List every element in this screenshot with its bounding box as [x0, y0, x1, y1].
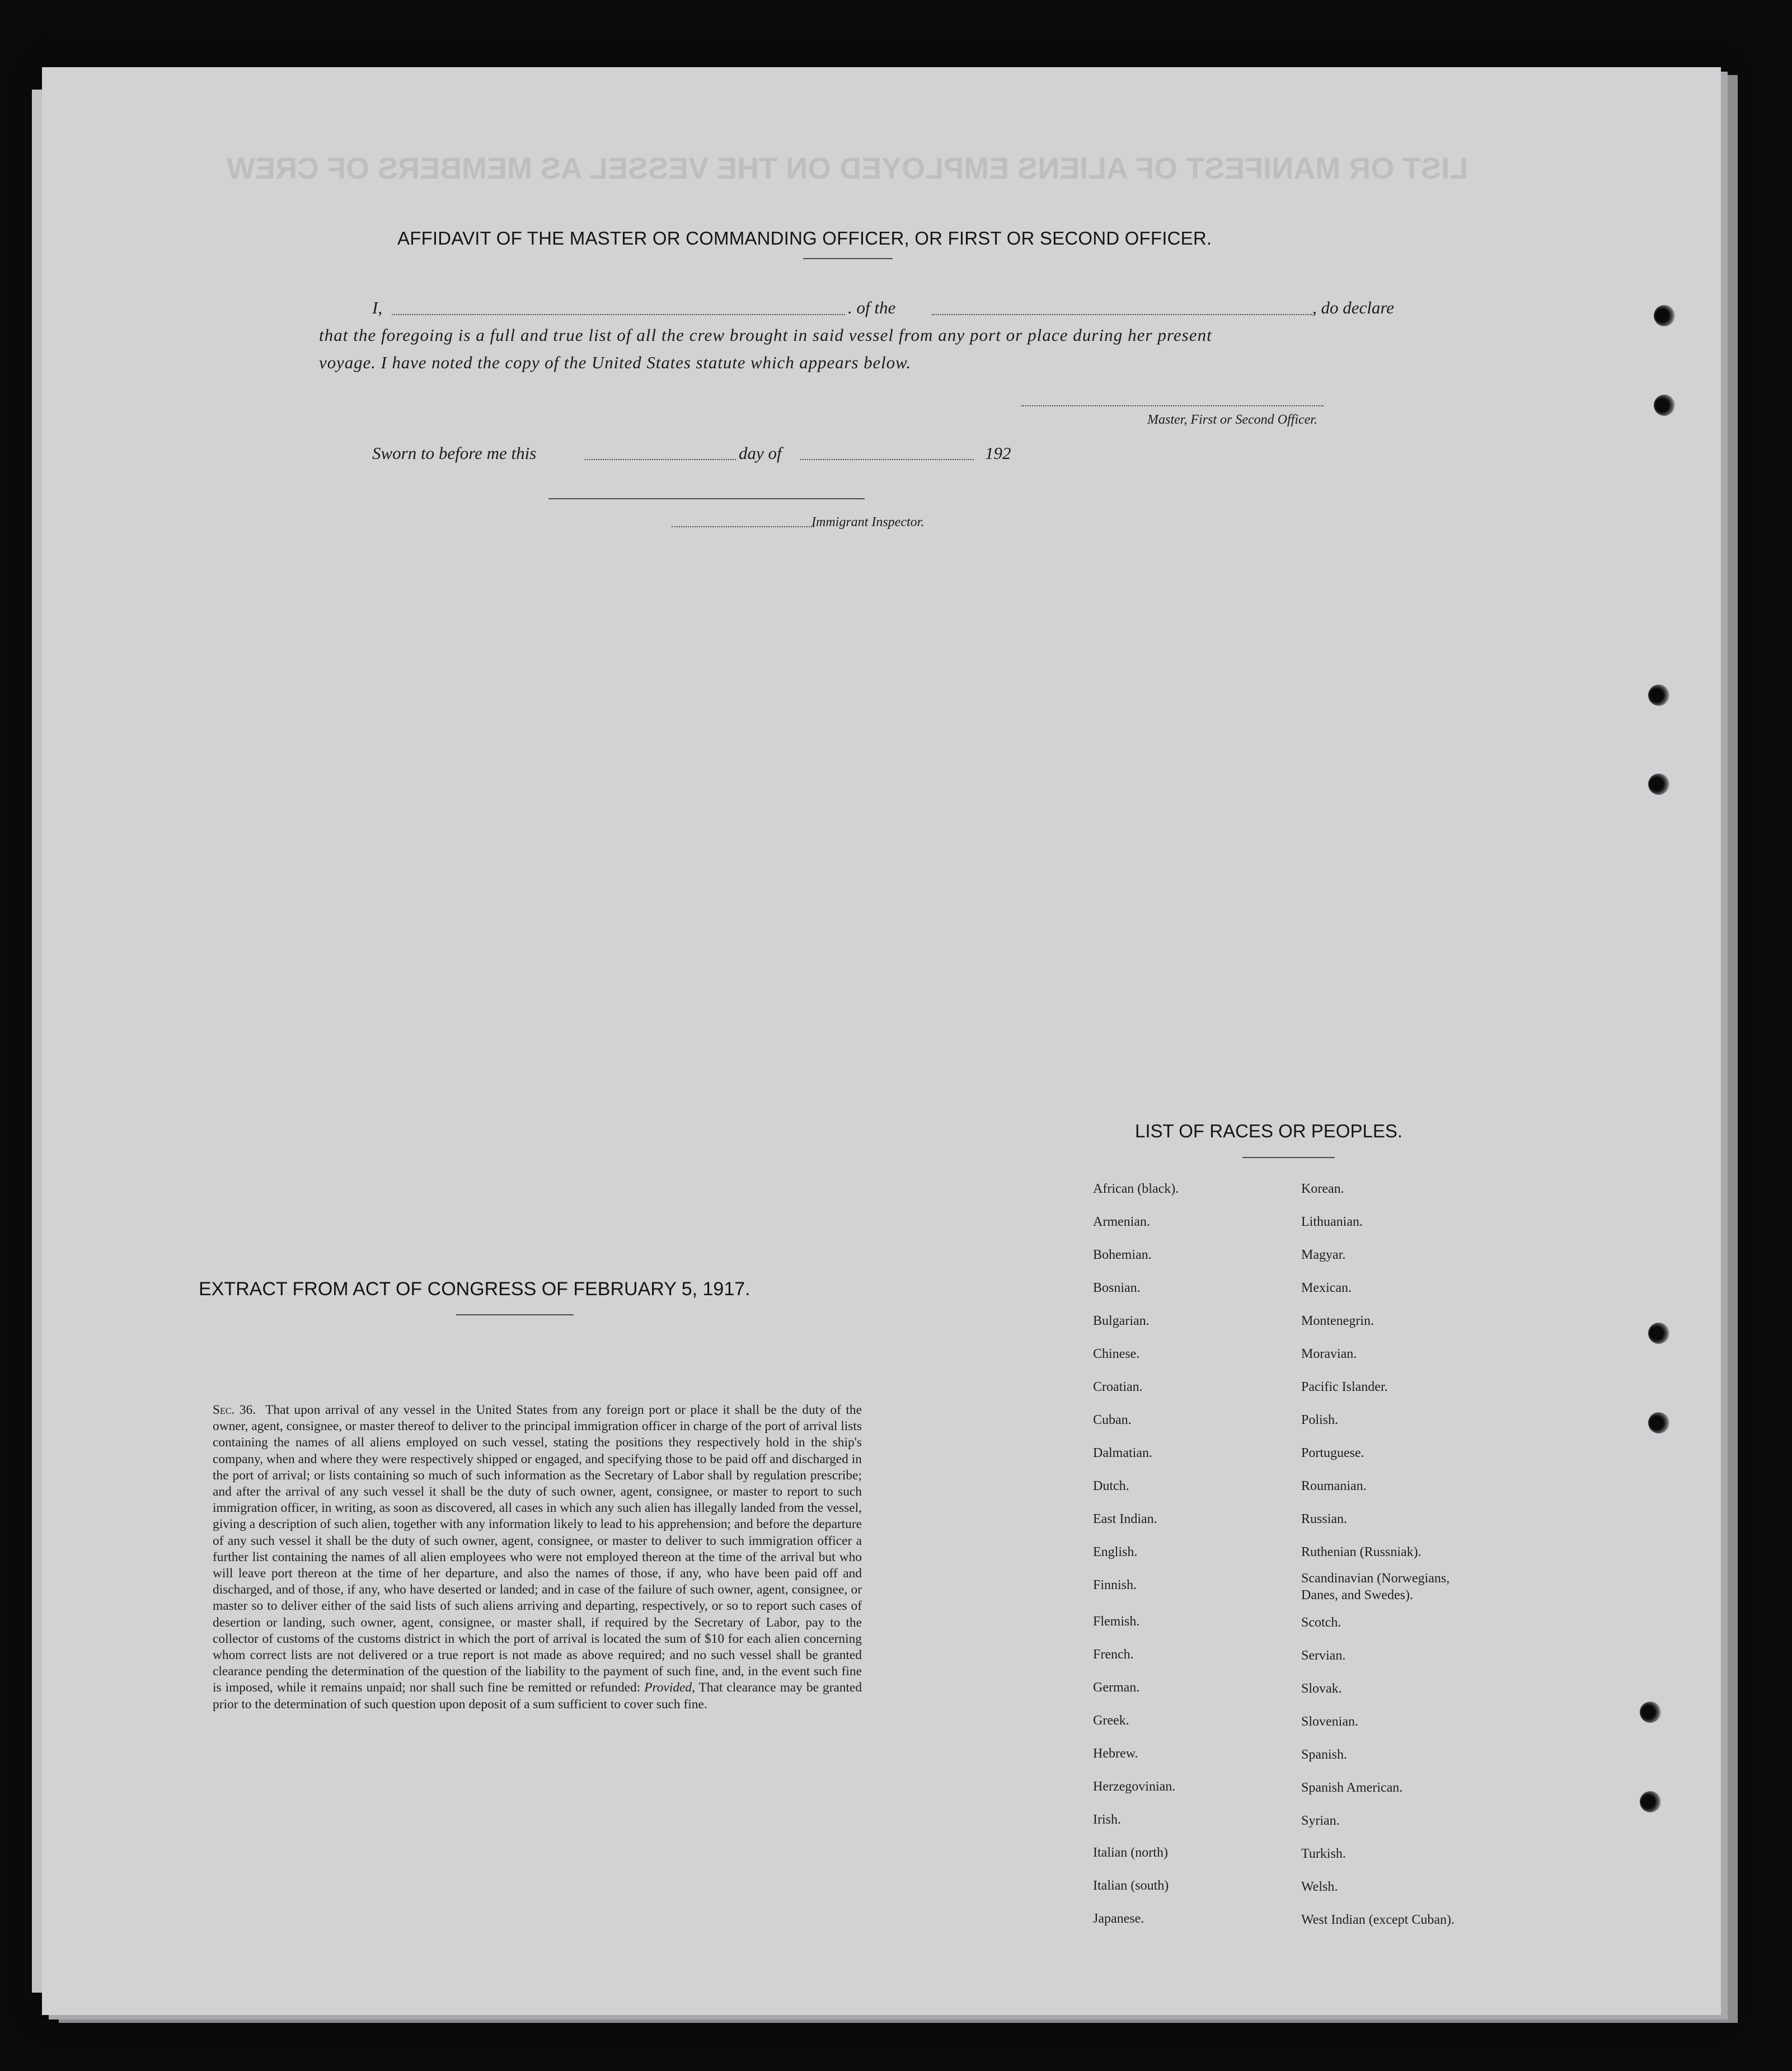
- race-item: Pacific Islander.: [1301, 1380, 1388, 1394]
- signature-line: [1021, 405, 1324, 406]
- name-blank: [392, 314, 845, 315]
- sworn-prefix: Sworn to before me this: [372, 443, 537, 463]
- race-item: Roumanian.: [1301, 1479, 1367, 1493]
- race-item: Slovak.: [1301, 1681, 1342, 1696]
- race-item: Finnish.: [1093, 1578, 1137, 1592]
- statute-provided: Provided,: [644, 1680, 695, 1695]
- sworn-day-of: day of: [739, 443, 782, 463]
- race-item: Ruthenian (Russniak).: [1301, 1545, 1422, 1559]
- race-item: Hebrew.: [1093, 1746, 1138, 1761]
- race-item: Japanese.: [1093, 1911, 1144, 1926]
- binder-hole: [1654, 395, 1675, 416]
- document-page: [42, 67, 1721, 2015]
- affidavit-of-the: . of the: [848, 298, 896, 317]
- race-item: Magyar.: [1301, 1248, 1346, 1262]
- signature-caption: Master, First or Second Officer.: [1147, 413, 1317, 427]
- inspector-caption: Immigrant Inspector.: [811, 515, 925, 530]
- race-item: Croatian.: [1093, 1380, 1143, 1394]
- sworn-day-blank: [585, 459, 736, 460]
- race-item: Scandinavian (Norwegians, Danes, and Swedes).: [1301, 1571, 1450, 1603]
- binder-hole: [1648, 774, 1669, 795]
- vessel-blank: [932, 314, 1312, 315]
- race-item: Irish.: [1093, 1812, 1121, 1827]
- races-divider: [1242, 1157, 1335, 1158]
- race-item: Portuguese.: [1301, 1446, 1364, 1460]
- race-item: Dutch.: [1093, 1479, 1129, 1493]
- inspector-line: [672, 526, 814, 527]
- race-item: Chinese.: [1093, 1347, 1140, 1361]
- inspector-rule: [548, 498, 865, 499]
- binder-hole: [1654, 305, 1675, 326]
- race-item: Italian (south): [1093, 1878, 1169, 1893]
- races-title: LIST OF RACES OR PEOPLES.: [1135, 1121, 1403, 1141]
- extract-title: EXTRACT FROM ACT OF CONGRESS OF FEBRUARY 5, 1917.: [199, 1278, 750, 1300]
- race-item: Flemish.: [1093, 1614, 1140, 1629]
- race-item: Polish.: [1301, 1413, 1339, 1427]
- bleed-through-title: LIST OR MANIFEST OF ALIENS EMPLOYED ON THE VESSEL AS MEMBERS OF CREW: [227, 152, 1469, 185]
- race-item: East Indian.: [1093, 1512, 1157, 1526]
- affidavit-line-3: voyage. I have noted the copy of the United States statute which appears below.: [319, 353, 911, 372]
- race-item: English.: [1093, 1545, 1138, 1559]
- affidavit-i: I,: [372, 298, 383, 317]
- statute-text: [213, 1402, 862, 1713]
- race-item: Bulgarian.: [1093, 1314, 1150, 1328]
- binder-hole: [1640, 1702, 1661, 1723]
- race-item: Slovenian.: [1301, 1714, 1358, 1729]
- race-item: Turkish.: [1301, 1847, 1346, 1861]
- race-item: Italian (north): [1093, 1845, 1168, 1860]
- race-item: Mexican.: [1301, 1281, 1352, 1295]
- races-right-column: [1301, 1173, 1486, 1937]
- race-item: Moravian.: [1301, 1347, 1357, 1361]
- affidavit-line-2: that the foregoing is a full and true list of all the crew brought in said vessel from any port or place during her present: [319, 325, 1212, 345]
- sworn-year: 192: [985, 443, 1011, 463]
- race-item: Armenian.: [1093, 1215, 1150, 1229]
- affidavit-declare: , do declare: [1312, 298, 1395, 317]
- binder-hole: [1640, 1791, 1661, 1812]
- race-item: African (black).: [1093, 1182, 1179, 1196]
- race-item: German.: [1093, 1680, 1140, 1695]
- races-left-column: [1093, 1173, 1179, 1936]
- race-item: Servian.: [1301, 1648, 1346, 1663]
- race-item: Bosnian.: [1093, 1281, 1141, 1295]
- race-item: Spanish American.: [1301, 1781, 1403, 1795]
- race-item: Dalmatian.: [1093, 1446, 1152, 1460]
- race-item: Lithuanian.: [1301, 1215, 1363, 1229]
- affidavit-title: AFFIDAVIT OF THE MASTER OR COMMANDING OFFICER, OR FIRST OR SECOND OFFICER.: [397, 228, 1212, 249]
- race-item: Korean.: [1301, 1182, 1344, 1196]
- extract-divider: [456, 1314, 574, 1315]
- race-item: Herzegovinian.: [1093, 1779, 1176, 1794]
- race-item: Welsh.: [1301, 1880, 1338, 1894]
- race-item: Spanish.: [1301, 1747, 1348, 1762]
- binder-hole: [1648, 1412, 1669, 1433]
- page-edge: [32, 90, 42, 1993]
- race-item: Syrian.: [1301, 1814, 1340, 1828]
- race-item: French.: [1093, 1647, 1134, 1662]
- race-item: Cuban.: [1093, 1413, 1132, 1427]
- race-item: Russian.: [1301, 1512, 1348, 1526]
- section-label: Sec. 36.: [213, 1403, 256, 1417]
- sworn-month-blank: [800, 459, 974, 460]
- race-item: Bohemian.: [1093, 1248, 1152, 1262]
- statute-tail: That clearance may be granted prior to the determination of such question upon deposit of a sum sufficient to cover such fine.: [213, 1680, 862, 1712]
- binder-hole: [1648, 1323, 1669, 1344]
- statute-body: That upon arrival of any vessel in the United States from any foreign port or place it shall be the duty of the owner, agent, consignee, or master thereof to deliver to the principal immigration officer in charge of the port of arrival lists containing the names of all aliens employed on such vessel, stating the positions they respectively hold in the ship's company, when and where they were respectively shipped or engaged, and specifying those to be paid off and discharged in the port of arrival; or lists containing so much of such information as the Secretary of Labor shall by regulation prescribe; and after the arrival of any such vessel it shall be the duty of such owner, agent, consignee, or master to report to such immigration officer, in writing, as soon as discovered, all cases in which any such alien has illegally landed from the vessel, giving a description of such alien, together with any information likely to lead to his apprehension; and before the departure of any such vessel it shall be the duty of such owner, agent, consignee, or master to deliver to such immigration officer a further list containing the names of all alien employees who were not employed thereon at the time of the arrival but who will leave port thereon at the time of her departure, and also the names of those, if any, who have been paid off and discharged, and of those, if any, who have deserted or landed; and in case of the failure of such owner, agent, consignee, or master so to deliver either of the said lists of such aliens arriving and departing, respectively, or so to report such cases of desertion or landing, such owner, agent, consignee, or master shall, if required by the Secretary of Labor, pay to the collector of customs of the customs district in which the port of arrival is located the sum of $10 for each alien concerning whom correct lists are not delivered or a true report is not made as above required; and no such vessel shall be granted clearance pending the determination of the question of the liability to the payment of such fine, and, in the event such fine is imposed, while it remains unpaid; nor shall such fine be remitted or refunded:: [213, 1403, 862, 1695]
- race-item: Montenegrin.: [1301, 1314, 1374, 1328]
- race-item: Scotch.: [1301, 1615, 1341, 1630]
- title-divider: [803, 258, 893, 259]
- race-item: Greek.: [1093, 1713, 1129, 1728]
- binder-hole: [1648, 685, 1669, 706]
- race-item: West Indian (except Cuban).: [1301, 1913, 1455, 1927]
